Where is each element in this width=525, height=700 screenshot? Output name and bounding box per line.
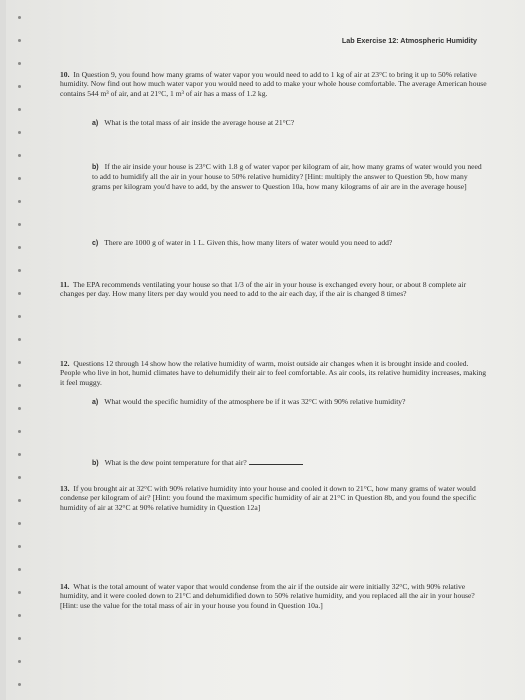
page-header: Lab Exercise 12: Atmospheric Humidity [341, 36, 477, 45]
question-10-text: In Question 9, you found how many grams of water vapor you would need to add to 1 kg of air at 23°C to bring it up to 50% relative humidity. Now find out how much water vapor you would need to add to make your whole house comfortable. The average American house contains 544 m³ of air, and at 21°C, 1 m³ of air has a mass of 1.2 kg. [60, 70, 487, 98]
binding-hole [18, 16, 21, 19]
binding-hole [18, 522, 21, 525]
question-12a-label: a) [92, 399, 99, 406]
question-11-text: The EPA recommends ventilating your house so that 1/3 of the air in your house is exchanged every hour, or about 8 complete air changes per day. How many liters per day would you need to add to the air each day, if the air is changed 8 times? [60, 280, 467, 299]
binding-hole [18, 292, 21, 295]
binding-hole [18, 499, 21, 502]
question-13-text: If you brought air at 32°C with 90% relative humidity into your house and cooled it down to 21°C, how many grams of water would condense per kilogram of air? [Hint: you found the maximum specific humidity of air at 21°C in Question 8b, and you found the specific humidity of air at 32°C at 90% relative humidity in Question 12a] [60, 484, 477, 512]
binding-hole [18, 568, 21, 571]
question-12b [92, 458, 484, 468]
binding-hole [18, 683, 21, 686]
binding-hole [18, 361, 21, 364]
binding-hole [18, 269, 21, 272]
binding-hole [18, 246, 21, 249]
question-12 [60, 359, 488, 387]
question-10 [60, 70, 488, 98]
binding-hole [18, 200, 21, 203]
binding-hole [18, 407, 21, 410]
question-10c-text: There are 1000 g of water in 1 L. Given this, how many liters of water would you need to add? [104, 238, 393, 247]
question-12a [92, 397, 484, 407]
binding-hole [18, 545, 21, 548]
binding-hole [18, 453, 21, 456]
binding-hole [18, 660, 21, 663]
question-10b-text: If the air inside your house is 23°C with 1.8 g of water vapor per kilogram of air, how many grams of water would you need to add to humidify all the air in your house to 50% relative humidity? [Hint: multiply the answer to Question 9b, how many grams per kilogram you'd have to add, by the answer to Question 10a, how many kilograms of air are in the average house] [92, 162, 482, 191]
question-12b-text: What is the dew point temperature for that air? [104, 458, 247, 467]
binding-hole [18, 85, 21, 88]
question-10b [92, 162, 484, 191]
question-10a-label: a) [92, 120, 99, 127]
question-12-number: 12. [60, 359, 70, 368]
question-12a-text: What would the specific humidity of the atmosphere be if it was 32°C with 90% relative humidity? [104, 397, 406, 406]
binding-hole [18, 476, 21, 479]
question-10-number: 10. [60, 70, 70, 79]
question-11 [60, 280, 488, 299]
binding-hole [18, 177, 21, 180]
binding-hole [18, 637, 21, 640]
binding-hole [18, 108, 21, 111]
question-13 [60, 484, 488, 512]
question-10a [92, 118, 484, 128]
question-14-text: What is the total amount of water vapor that would condense from the air if the outside air were initially 32°C, with 90% relative humidity, and it were cooled down to 21°C and dehumidified down to 50% relative humidity, and you replaced all the air in your house? [Hint: use the value for the total mass of air in your house you found in Question 10a.] [60, 582, 475, 610]
binding-hole [18, 39, 21, 42]
binding-hole [18, 430, 21, 433]
answer-blank[interactable] [249, 458, 303, 465]
binding-edge [6, 0, 28, 700]
binding-hole [18, 315, 21, 318]
binding-hole [18, 62, 21, 65]
question-14-number: 14. [60, 582, 70, 591]
question-12b-label: b) [92, 460, 99, 467]
worksheet-page [6, 0, 525, 700]
binding-hole [18, 591, 21, 594]
question-11-number: 11. [60, 280, 70, 289]
question-10b-label: b) [92, 164, 99, 171]
question-14 [60, 582, 488, 610]
question-10c-label: c) [92, 240, 99, 247]
question-13-number: 13. [60, 484, 70, 493]
binding-hole [18, 614, 21, 617]
binding-hole [18, 223, 21, 226]
binding-hole [18, 384, 21, 387]
question-12-text: Questions 12 through 14 show how the relative humidity of warm, moist outside air changes when it is brought inside and cooled. People who live in hot, humid climates have to dehumidify their air to feel comfortable. As air cools, its relative humidity increases, making it feel muggy. [60, 359, 486, 387]
question-10c [92, 238, 484, 248]
binding-hole [18, 154, 21, 157]
question-10a-text: What is the total mass of air inside the average house at 21°C? [104, 118, 295, 127]
binding-hole [18, 338, 21, 341]
binding-hole [18, 131, 21, 134]
